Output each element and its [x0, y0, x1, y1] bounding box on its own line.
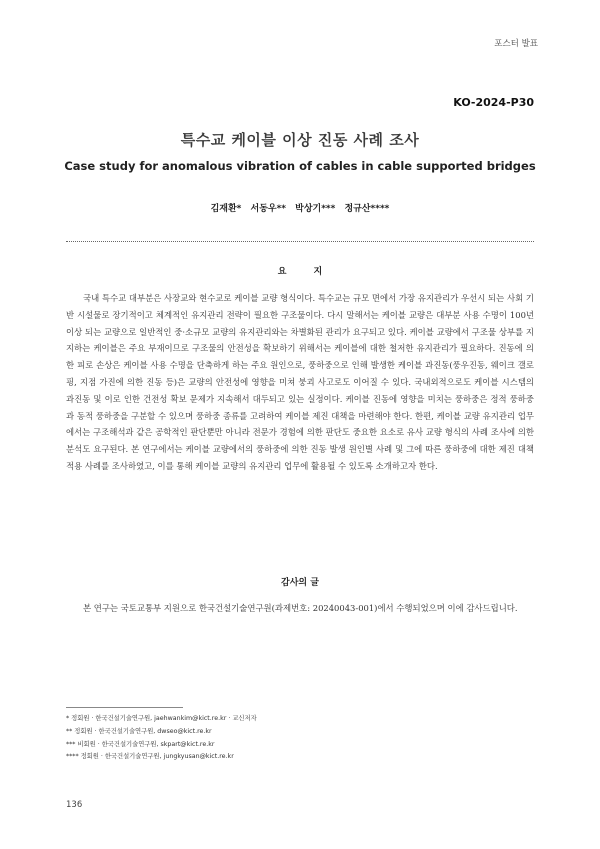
author-list: 김재환* 서동우** 박상기*** 정규산**** [210, 204, 390, 214]
footnotes [66, 713, 257, 764]
page-number: 136 [66, 800, 83, 810]
section-divider [66, 241, 534, 242]
acknowledgement-heading: 감사의 글 [281, 578, 319, 588]
title-korean: 특수교 케이블 이상 진동 사례 조사 [180, 131, 420, 149]
footnote-item: *** 비회원 · 한국건설기술연구원, skpart@kict.re.kr [66, 740, 215, 748]
footnote-item: ** 정회원 · 한국건설기술연구원, dwseo@kict.re.kr [66, 727, 212, 735]
abstract-body: 국내 특수교 대부분은 사장교와 현수교로 케이블 교량 형식이다. 특수교는 규모 면에서 가장 유지관리가 우선시 되는 사회 기반 시설물로 장기적이고 체계적인 유지관리 전략이 필요한 구조물이다. 다시 말해서는 케이블 교량은 대부분 사용 수명이 100년 이상 되는 교량으로 일반적인 중·소규모 교량의 유지관리와는 차별화된 관리가 요구되고 있다. 케이블 교량에서 구조물 상부를 지지하는 케이블은 주요 부재이므로 구조물의 안전성을 확보하기 위해서는 케이블에 대한 철저한 유지관리가 필요하다. 진동에 의한 피로 손상은 케이블 사용 수명을 단축하게 하는 주요 원인으로, 풍하중으로 인해 발생한 케이블 과진동(풍우진동, 웨이크 갤로핑, 지점 가진에 의한 진동 등)은 교량의 안전성에 영향을 미쳐 붕괴 사고로도 이어질 수 있다. 국내외적으로도 케이블 시스템의 과진동 및 이로 인한 건전성 확보 문제가 지속해서 대두되고 있는 실정이다. 케이블 진동에 영향을 미치는 풍하중은 정적 풍하중과 동적 풍하중을 구분할 수 있으며 풍하중 종류를 고려하여 케이블 제진 대책을 마련해야 한다. 한편, 케이블 교량 유지관리 업무에서는 구조해석과 같은 공학적인 판단뿐만 아니라 전문가 경험에 의한 판단도 중요한 요소로 유사 교량 형식의 사례 조사에 의한 분석도 요구된다. 본 연구에서는 케이블 교량에서의 풍하중에 의한 진동 발생 원인별 사례 및 그에 따른 풍하중에 대한 제진 대책 적용 사례를 조사하였고, 이를 통해 케이블 교량의 유지관리 업무에 활용될 수 있도록 소개하고자 한다. [66, 293, 534, 471]
abstract-heading: 요 지 [277, 267, 335, 277]
paper-code: KO-2024-P30 [453, 96, 534, 109]
footnote-item: **** 정회원 · 한국건설기술연구원, jungkyusan@kict.re.kr [66, 753, 234, 761]
footnote-item: * 정회원 · 한국건설기술연구원, jaehwankim@kict.re.kr · 교신저자 [66, 715, 257, 722]
title-english: Case study for anomalous vibration of cables in cable supported bridges [64, 159, 536, 173]
acknowledgement-body: 본 연구는 국토교통부 지원으로 한국건설기술연구원(과제번호: 20240043-001)에서 수행되었으며 이에 감사드립니다. [83, 603, 518, 613]
footnote-rule [66, 707, 183, 708]
poster-label: 포스터 발표 [494, 39, 538, 49]
